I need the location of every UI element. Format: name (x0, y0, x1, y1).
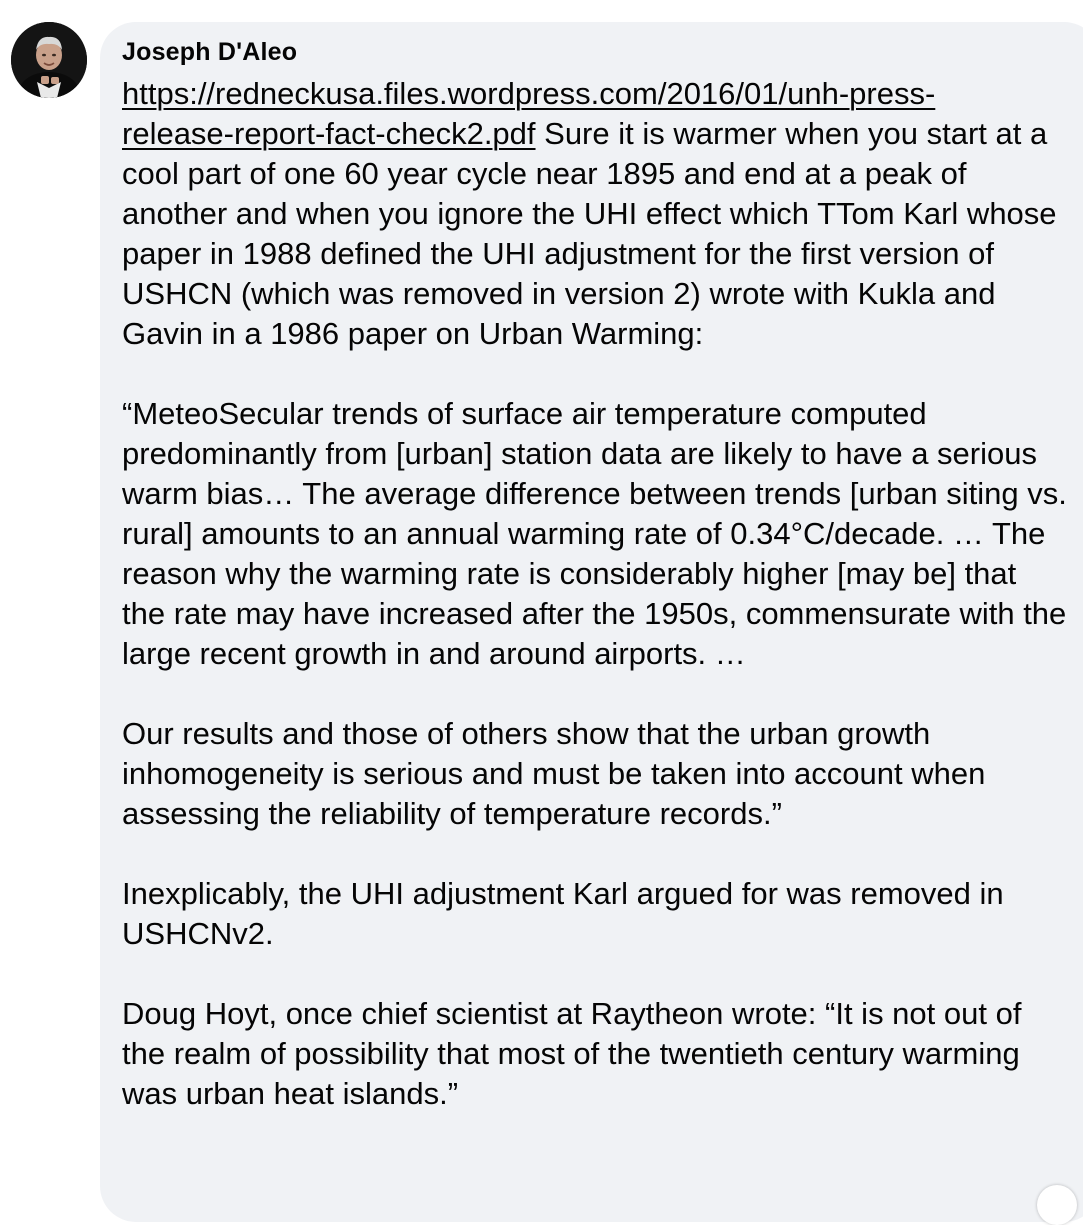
quote-paragraph-2: Our results and those of others show that the urban growth inhomogeneity is serious and must be taken into account when assessing the reliability of temperature records.” (122, 716, 986, 831)
comment-body (122, 74, 1067, 1114)
avatar[interactable] (11, 22, 87, 98)
intro-text: Sure it is warmer when you start at a cool part of one 60 year cycle near 1895 and end at a peak of another and when you ignore the UHI effect which TTom Karl whose paper in 1988 defined the UHI adjustment for the first version of USHCN (which was removed in version 2) wrote with Kukla and Gavin in a 1986 paper on Urban Warming: (122, 116, 1057, 351)
pdf-link[interactable]: https://redneckusa.files.wordpress.com/2016/01/unh-press- release-report-fact-check2.pdf (122, 76, 936, 151)
comment-intro-paragraph (122, 74, 1067, 354)
quote-paragraph-1: “MeteoSecular trends of surface air temperature computed predominantly from [urban] station data are likely to have a serious warm bias… The average difference between trends [urban siting vs. rural] amounts to an annual warming rate of 0.34°C/decade. … The reason why the warming rate is considerably higher [may be] that the rate may have increased after the 1950s, commensurate with the large recent growth in and around airports. … (122, 396, 1067, 671)
reaction-icon[interactable] (1037, 1185, 1077, 1225)
comment-author[interactable]: Joseph D'Aleo (122, 38, 298, 66)
profile-photo-icon (11, 22, 87, 98)
removed-paragraph: Inexplicably, the UHI adjustment Karl argued for was removed in USHCNv2. (122, 876, 1004, 951)
hoyt-paragraph: Doug Hoyt, once chief scientist at Raytheon wrote: “It is not out of the realm of possibility that most of the twentieth century warming was urban heat islands.” (122, 996, 1022, 1111)
